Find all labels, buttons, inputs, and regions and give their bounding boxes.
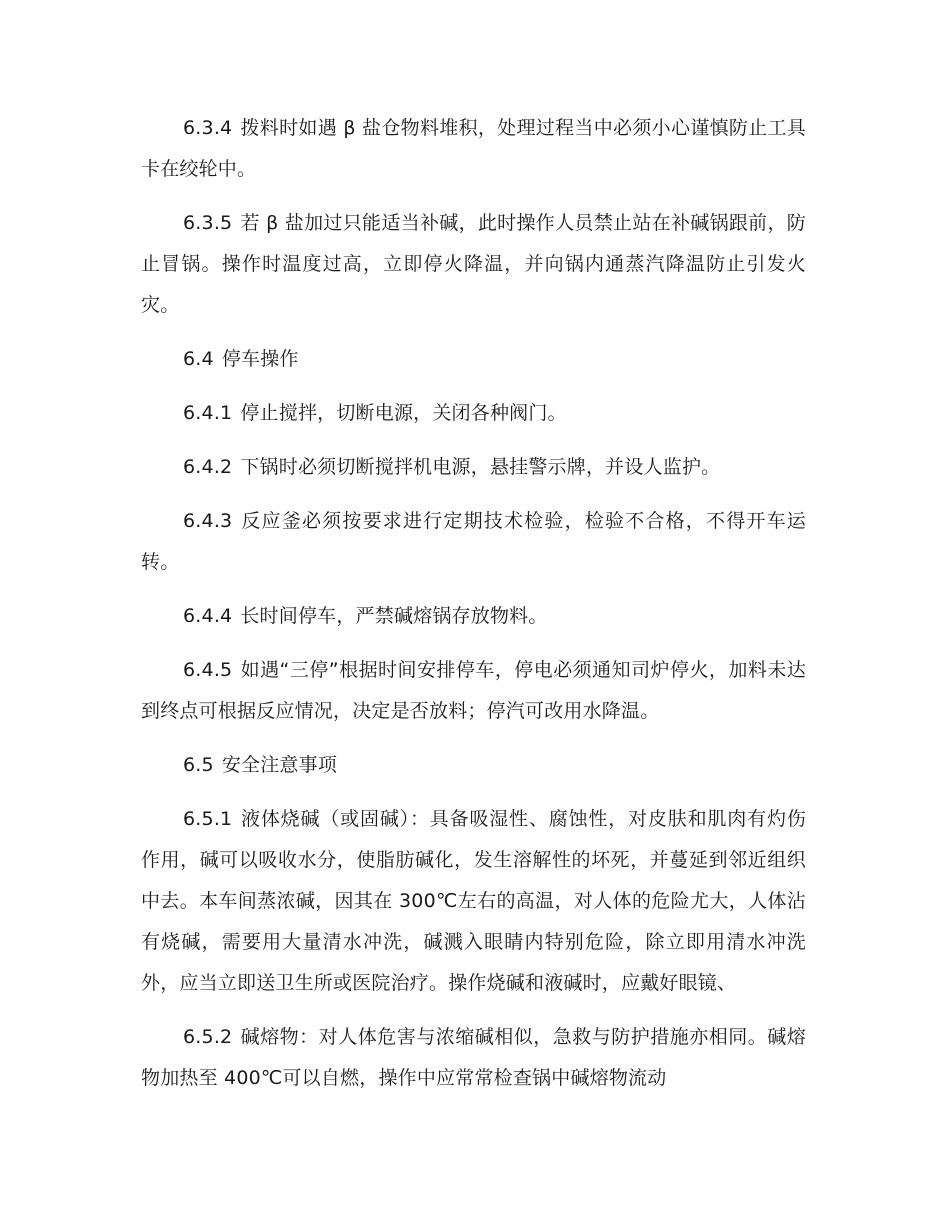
heading-6-4 [141, 339, 806, 380]
paragraph-6-5-2 [141, 1017, 806, 1099]
paragraph-text: 下锅时必须切断搅拌机电源，悬挂警示牌，并设人监护。 [240, 456, 721, 478]
section-number: 6.5 [183, 754, 214, 776]
section-number: 6.4.3 [183, 510, 233, 532]
paragraph-text: 液体烧碱（或固碱）：具备吸湿性、腐蚀性，对皮肤和肌肉有灼伤作用，碱可以吸收水分，使脂肪碱化，发生溶解性的坏死，并蔓延到邻近组织中去。本车间蒸浓碱，因其在 300℃左右的高温，对人体的危险尤大，人体沾有烧碱，需要用大量清水冲洗，碱溅入眼睛内特别危险，除立即用清水冲洗外，应当立即送卫生所或医院治疗。操作烧碱和液碱时，应戴好眼镜、 [141, 808, 806, 994]
paragraph-text: 碱熔物：对人体危害与浓缩碱相似，急救与防护措施亦相同。碱熔物加热至 400℃可以自燃，操作中应常常检查锅中碱熔物流动 [141, 1026, 806, 1089]
paragraph-6-4-2 [141, 447, 806, 488]
section-number: 6.5.2 [183, 1026, 233, 1048]
section-number: 6.4.2 [183, 456, 233, 478]
paragraph-6-3-5 [141, 203, 806, 326]
paragraph-6-4-3 [141, 501, 806, 583]
section-number: 6.4.1 [183, 402, 233, 424]
paragraph-6-5-1 [141, 799, 806, 1004]
paragraph-text: 反应釜必须按要求进行定期技术检验，检验不合格，不得开车运转。 [141, 510, 806, 573]
paragraph-6-3-4 [141, 108, 806, 190]
paragraph-6-4-5 [141, 650, 806, 732]
paragraph-6-4-4 [141, 596, 806, 637]
paragraph-text: 停止搅拌，切断电源，关闭各种阀门。 [240, 402, 567, 424]
document-body [141, 108, 806, 1112]
section-number: 6.5.1 [183, 808, 233, 830]
section-heading: 安全注意事项 [221, 754, 338, 776]
section-number: 6.4 [183, 348, 214, 370]
paragraph-text: 长时间停车，严禁碱熔锅存放物料。 [240, 605, 548, 627]
section-number: 6.3.5 [183, 212, 233, 234]
section-number: 6.4.4 [183, 605, 233, 627]
section-number: 6.3.4 [183, 117, 233, 139]
section-number: 6.4.5 [183, 659, 233, 681]
section-heading: 停车操作 [221, 348, 299, 370]
paragraph-6-4-1 [141, 393, 806, 434]
paragraph-text: 若 β 盐加过只能适当补碱，此时操作人员禁止站在补碱锅跟前，防止冒锅。操作时温度过高，立即停火降温，并向锅内通蒸汽降温防止引发火灾。 [141, 212, 806, 316]
paragraph-text: 如遇“三停”根据时间安排停车，停电必须通知司炉停火，加料未达到终点可根据反应情况，决定是否放料；停汽可改用水降温。 [141, 659, 806, 722]
paragraph-text: 拨料时如遇 β 盐仓物料堆积，处理过程当中必须小心谨慎防止工具卡在绞轮中。 [141, 117, 806, 180]
heading-6-5 [141, 745, 806, 786]
